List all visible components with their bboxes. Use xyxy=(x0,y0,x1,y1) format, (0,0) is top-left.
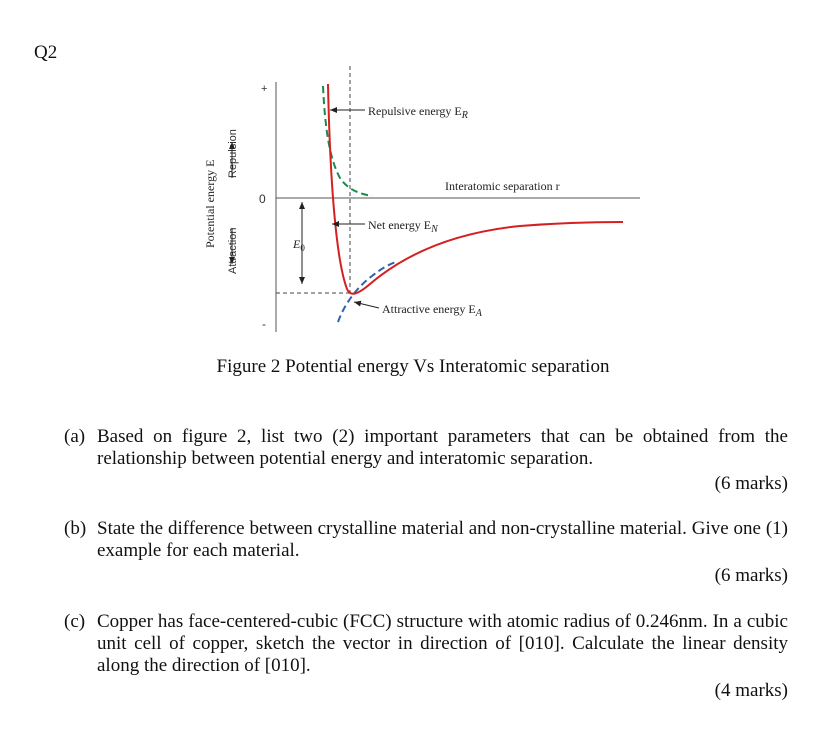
potential-energy-figure xyxy=(190,60,650,360)
question-number: Q2 xyxy=(34,42,58,63)
attraction-label: Attraction xyxy=(227,227,239,274)
part-label: (c) xyxy=(64,611,86,632)
y-axis-label: Potential energy E xyxy=(203,159,217,248)
e0-label: $E_0$ xyxy=(293,237,305,253)
attractive-energy-label: Attractive energy $E_A$ xyxy=(382,302,482,319)
potential-energy-diagram xyxy=(190,60,650,360)
part-b-marks: (6 marks) xyxy=(714,565,788,586)
question-part-a xyxy=(64,426,788,470)
part-c-marks: (4 marks) xyxy=(714,680,788,701)
part-text: Based on figure 2, list two (2) important parameters that can be obtained from the relationship between potential energy and interatomic separation. xyxy=(97,426,788,469)
net-energy-label: Net energy $E_N$ xyxy=(368,218,438,235)
part-a-marks: (6 marks) xyxy=(714,473,788,494)
repulsive-energy-label: Repulsive energy $E_R$ xyxy=(368,104,468,121)
part-label: (a) xyxy=(64,426,86,447)
tick-minus: - xyxy=(262,317,266,331)
repulsion-label: Repulsion xyxy=(227,129,239,178)
question-part-c xyxy=(64,611,788,677)
part-text: State the difference between crystalline material and non-crystalline material. Give one (1) example for each material. xyxy=(97,518,788,561)
part-label: (b) xyxy=(64,518,87,539)
question-part-b xyxy=(64,518,788,562)
tick-zero: 0 xyxy=(259,192,266,206)
x-axis-label: Interatomic separation r xyxy=(445,179,560,193)
tick-plus: + xyxy=(261,83,268,95)
attractive-pointer xyxy=(354,302,379,308)
part-text: Copper has face-centered-cubic (FCC) structure with atomic radius of 0.246nm. In a cubic unit cell of copper, sketch the vector in direction of [010]. Calculate the linear density along the direction of [010]. xyxy=(97,611,788,676)
figure-caption: Figure 2 Potential energy Vs Interatomic separation xyxy=(216,356,610,377)
